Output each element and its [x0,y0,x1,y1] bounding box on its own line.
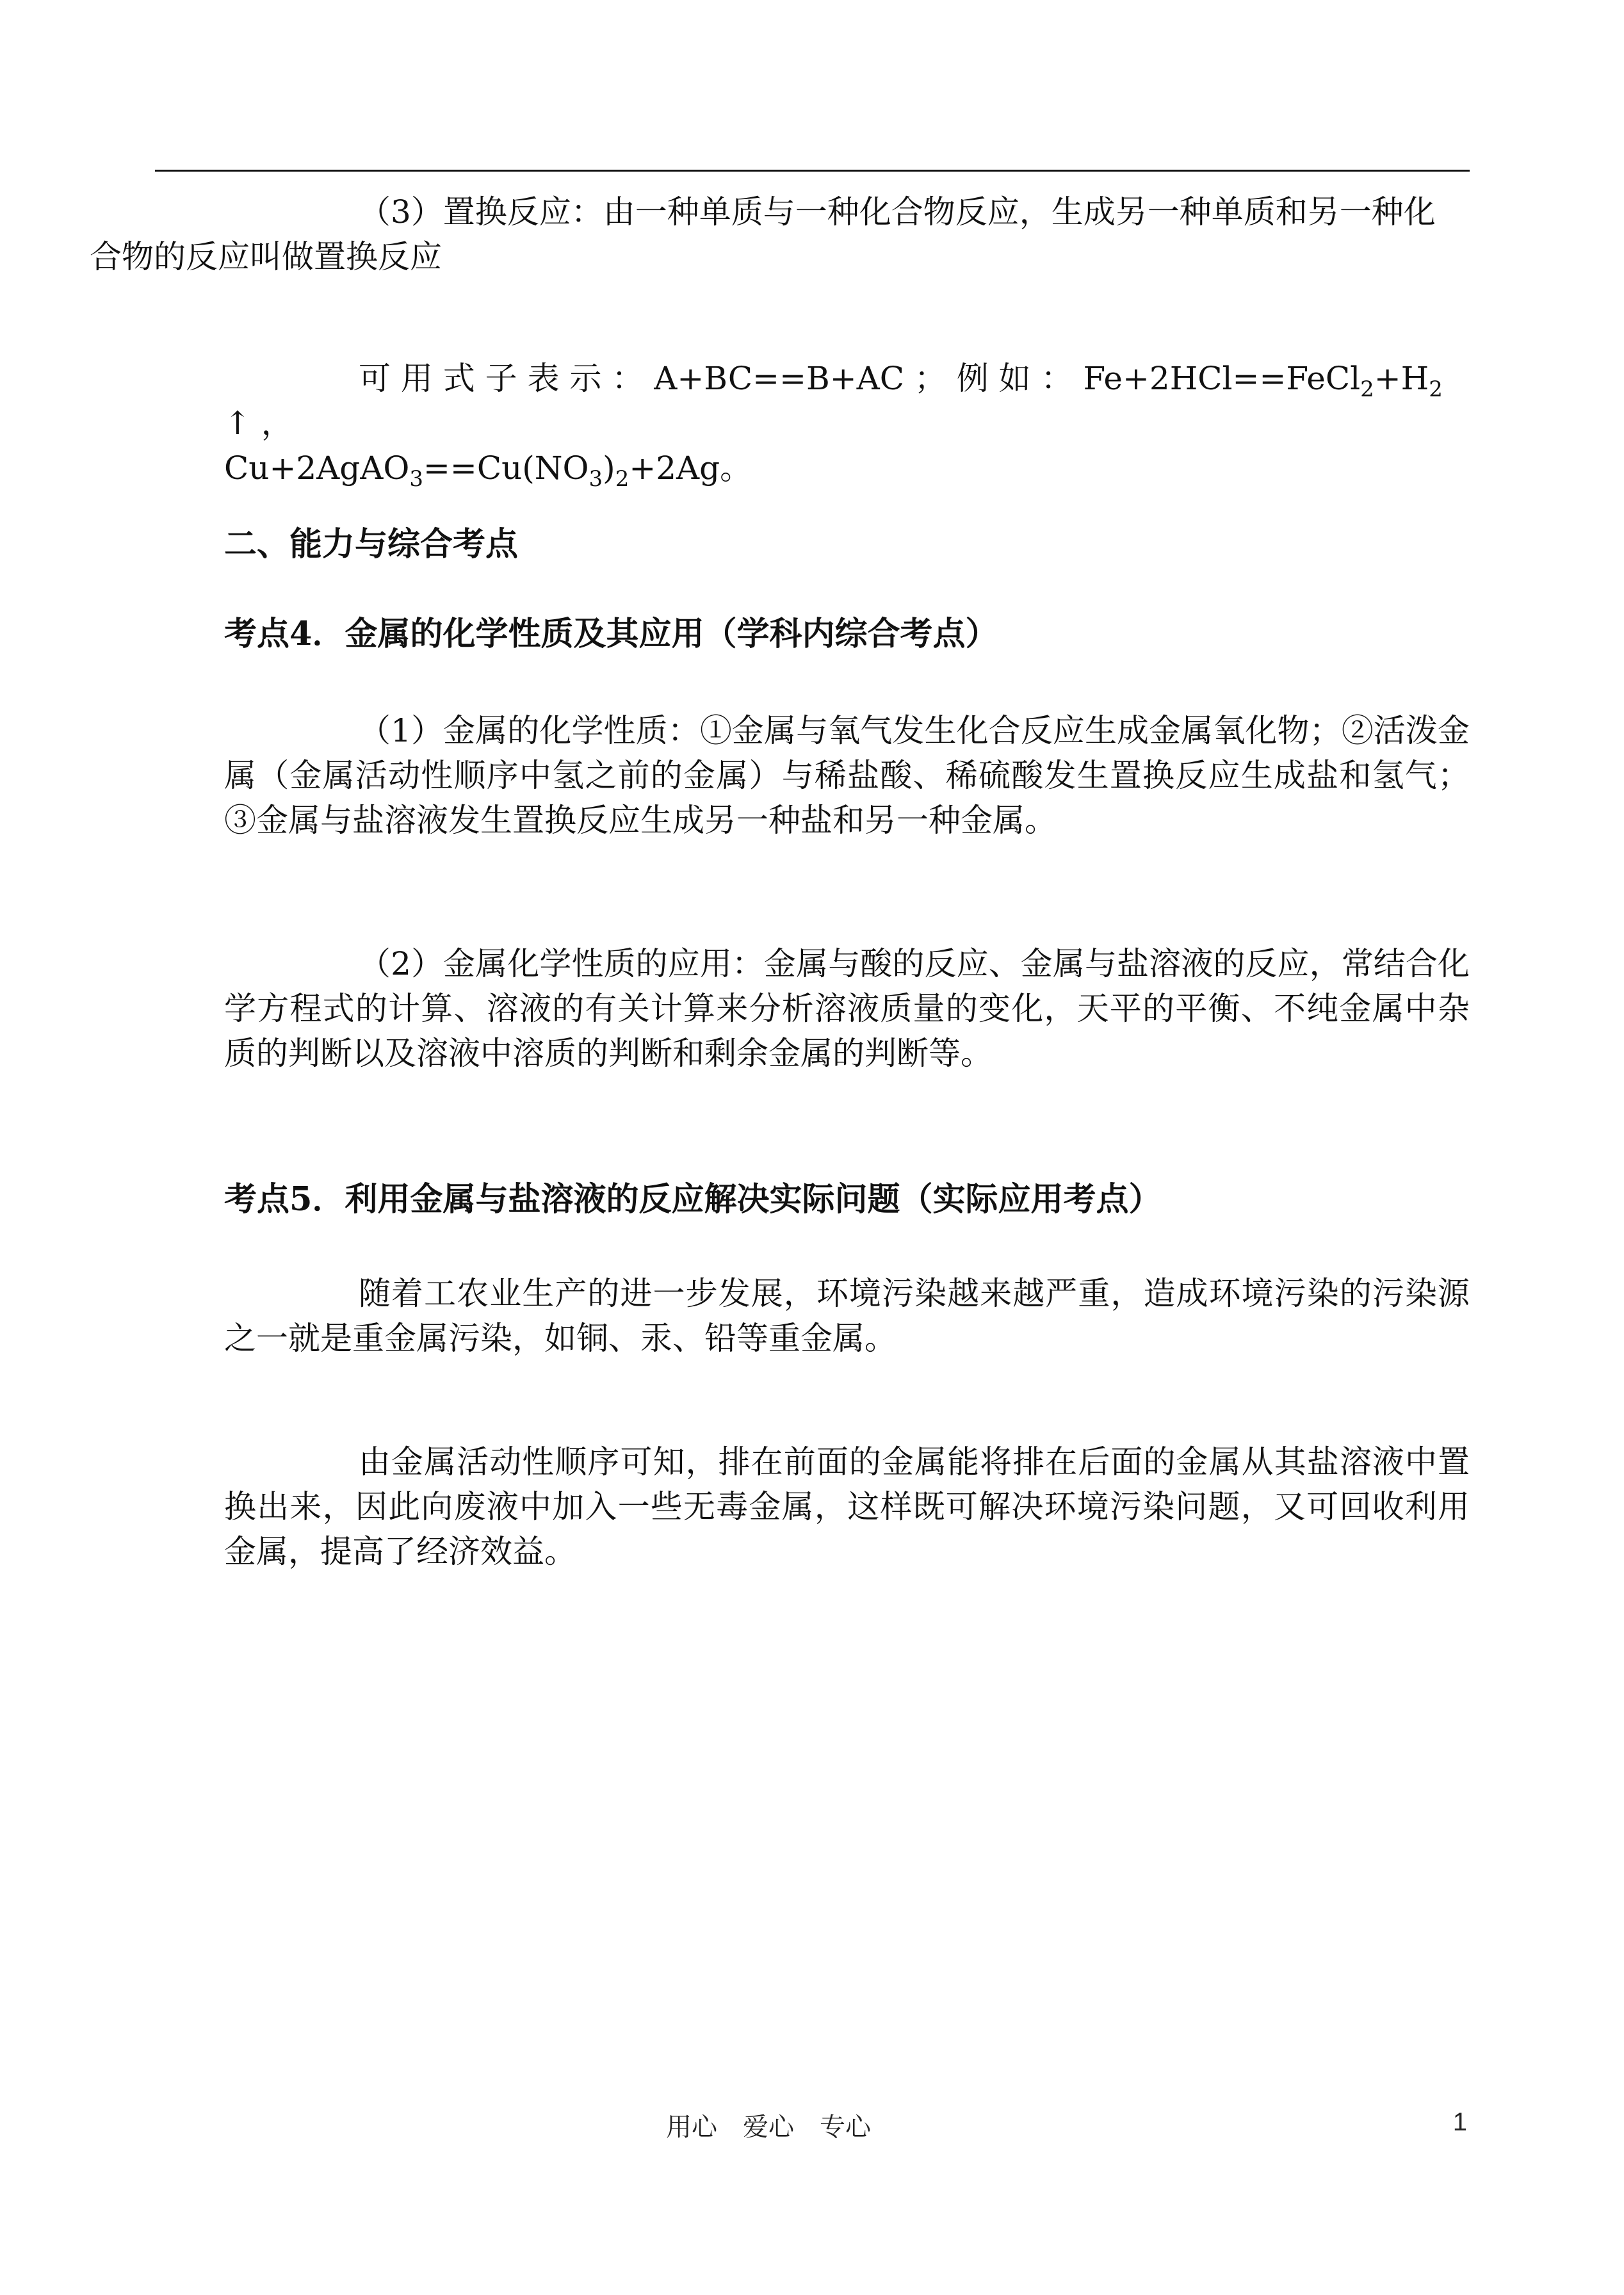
paragraph-formula-examples [224,356,1470,491]
paragraph-recovery: 由金属活动性顺序可知，排在前面的金属能将排在后面的金属从其盐溶液中置换出来，因此向废液中加入一些无毒金属，这样既可解决环境污染问题，又可回收利用金属，提高了经济效益。 [224,1443,1470,1570]
section-heading-ability: 二、能力与综合考点 [224,525,519,564]
footer-motto: 用心 爱心 专心 [666,2113,871,2142]
header-rule [155,170,1470,172]
paragraph-line: 合物的反应叫做置换反应 [90,238,442,275]
page-number: 1 [1452,2108,1467,2136]
paragraph-metal-applications: （2）金属化学性质的应用：金属与酸的反应、金属与盐溶液的反应，常结合化学方程式的计算、溶液的有关计算来分析溶液质量的变化，天平的平衡、不纯金属中杂质的判断以及溶液中溶质的判断和剩余金属的判断等。 [224,945,1470,1072]
kaodian-4-heading: 考点4．金属的化学性质及其应用（学科内综合考点） [224,615,998,653]
paragraph-line: （3）置换反应：由一种单质与一种化合物反应，生成另一种单质和另一种化 [359,193,1436,231]
formula-line-1: 可 用 式 子 表 示 ： A+BC==B+AC ； 例 如 ： $Fe+2HCl==FeCl_2+H_2$ ↑ ， [224,360,1443,442]
paragraph-displacement-definition [90,190,1470,279]
paragraph-pollution: 随着工农业生产的进一步发展，环境污染越来越严重，造成环境污染的污染源之一就是重金属污染，如铜、汞、铅等重金属。 [224,1275,1470,1357]
kaodian-5-heading: 考点5．利用金属与盐溶液的反应解决实际问题（实际应用考点） [224,1180,1162,1219]
formula-line-2: $Cu+2AgAO_3==Cu(NO_3)_2+2Ag$。 [224,450,752,492]
paragraph-metal-properties: （1）金属的化学性质：①金属与氧气发生化合反应生成金属氧化物；②活泼金属（金属活动性顺序中氢之前的金属）与稀盐酸、稀硫酸发生置换反应生成盐和氢气；③金属与盐溶液发生置换反应生成另一种盐和另一种金属。 [224,712,1470,839]
